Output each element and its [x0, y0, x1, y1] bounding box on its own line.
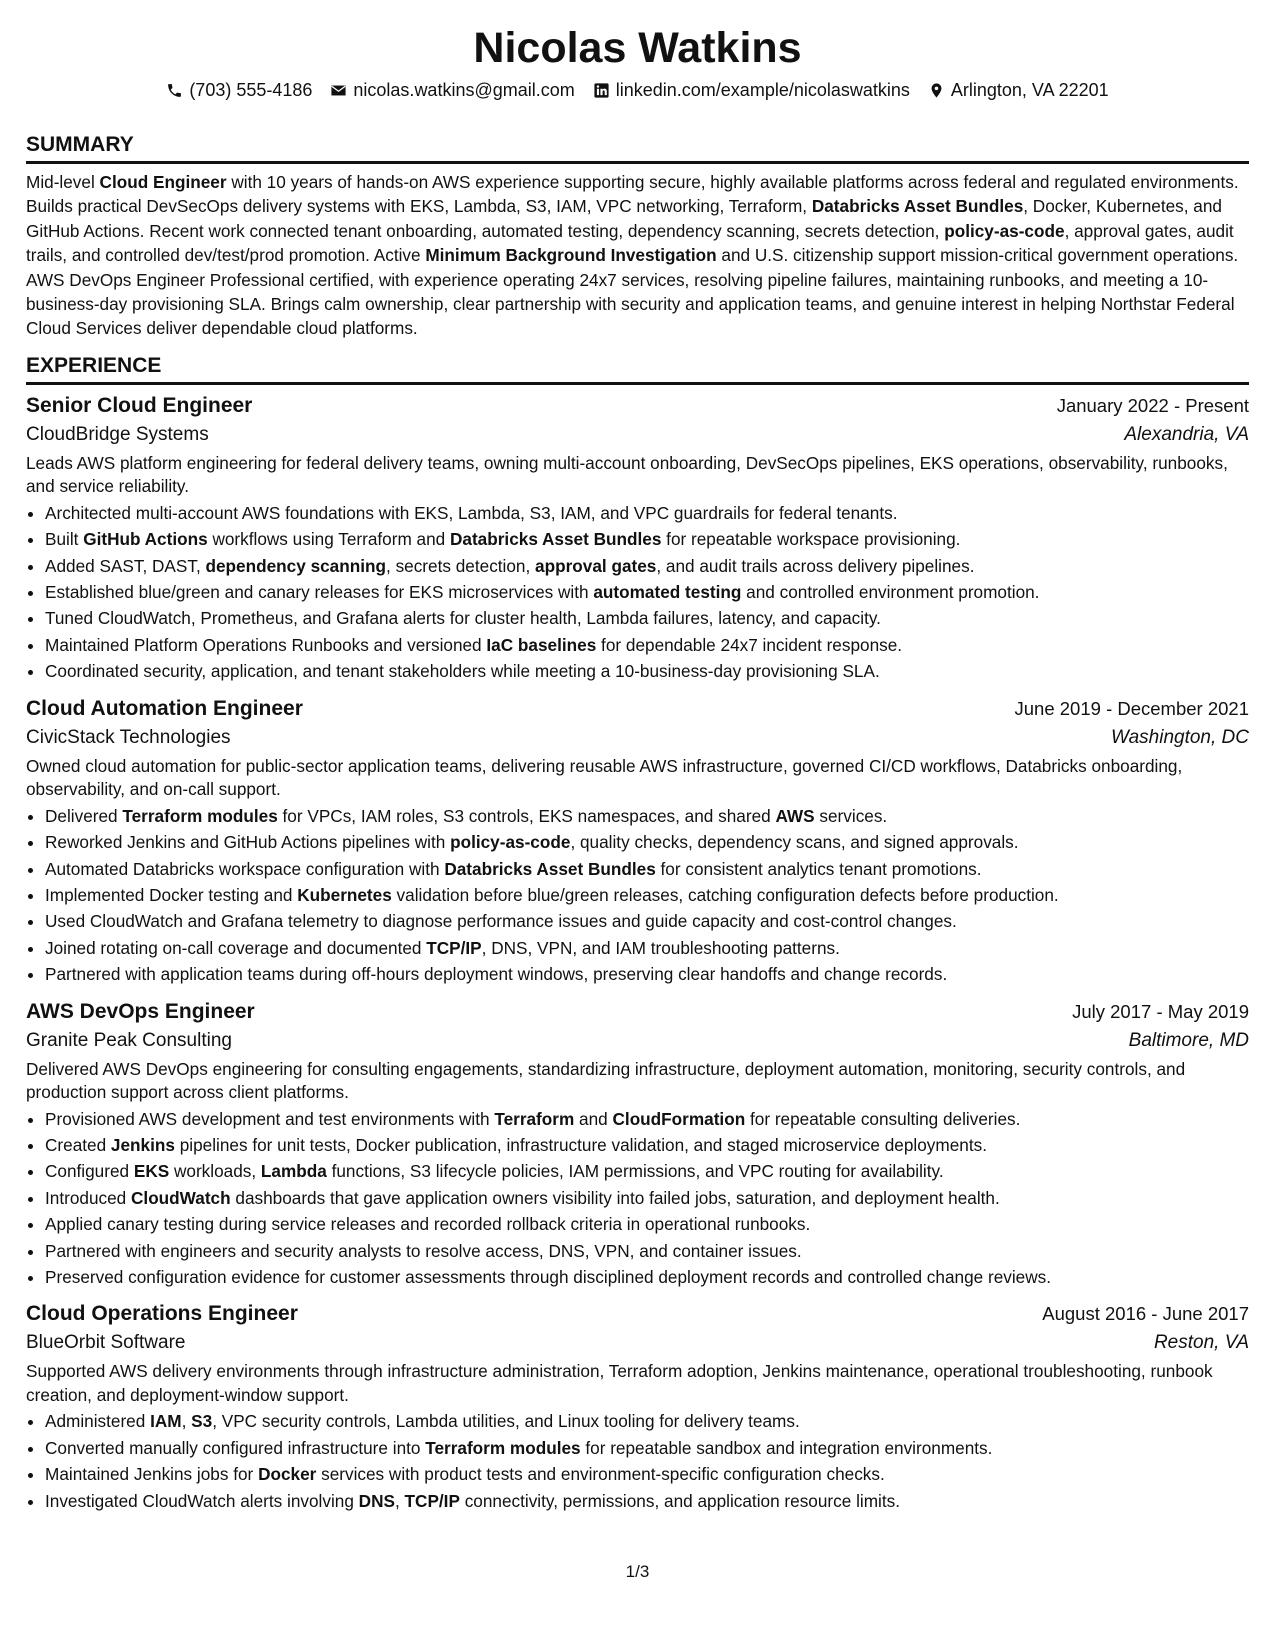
bullet-item: • Reworked Jenkins and GitHub Actions pipelines with policy-as-code, quality checks, dependency scans, and signed approvals. [45, 829, 1249, 855]
job-bullets [26, 1408, 1249, 1514]
candidate-name: Nicolas Watkins [473, 24, 802, 72]
job-location: Reston, VA [1153, 1332, 1249, 1354]
page-number: 1/3 [625, 1562, 650, 1581]
job-summary: Leads AWS platform engineering for federal delivery teams, owning multi-account onboarding, DevSecOps pipelines, EKS operations, observability, runbooks, and service reliability. [26, 452, 1228, 497]
bullet-item: • Converted manually configured infrastructure into Terraform modules for repeatable sandbox and integration environments. [45, 1435, 1249, 1461]
job-header [26, 997, 1249, 1027]
job-bullets [26, 803, 1249, 988]
location-text: Arlington, VA 22201 [950, 80, 1109, 100]
job-header [26, 391, 1249, 421]
job-dates: July 2017 - May 2019 [1072, 1000, 1249, 1022]
job-location: Alexandria, VA [1124, 423, 1249, 445]
bullet-item: • Joined rotating on-call coverage and documented TCP/IP, DNS, VPN, and IAM troubleshooting patterns. [45, 935, 1249, 961]
bullet-item: • Maintained Jenkins jobs for Docker services with product tests and environment-specific configuration checks. [45, 1461, 1249, 1487]
bullet-item: • Preserved configuration evidence for customer assessments through disciplined deployment records and controlled change reviews. [45, 1264, 1249, 1290]
bullet-item: • Investigated CloudWatch alerts involving DNS, TCP/IP connectivity, permissions, and application resource limits. [45, 1488, 1249, 1514]
company-name: Granite Peak Consulting [26, 1029, 232, 1051]
envelope-icon [330, 82, 347, 99]
section-title: SUMMARY [26, 132, 1249, 164]
bullet-item: • Coordinated security, application, and tenant stakeholders while meeting a 10-business-day provisioning SLA. [45, 658, 1249, 684]
job-bullets [26, 1106, 1249, 1291]
phone-text: (703) 555-4186 [189, 80, 313, 100]
phone-icon [166, 82, 183, 99]
contact-email[interactable] [330, 78, 574, 102]
job-entry [26, 997, 1249, 1291]
linkedin-link[interactable]: linkedin.com/example/nicolaswatkins [615, 80, 910, 100]
contact-location [928, 78, 1109, 102]
map-pin-icon [928, 82, 945, 99]
job-title: Cloud Operations Engineer [26, 1302, 298, 1326]
linkedin-icon [593, 82, 610, 99]
job-subheader [26, 421, 1249, 449]
summary-section [26, 132, 1249, 341]
bullet-item: • Provisioned AWS development and test environments with Terraform and CloudFormation for repeatable consulting deliveries. [45, 1106, 1249, 1132]
job-location: Washington, DC [1111, 726, 1249, 748]
bullet-item: • Built GitHub Actions workflows using Terraform and Databricks Asset Bundles for repeatable workspace provisioning. [45, 526, 1249, 552]
job-bullets [26, 500, 1249, 685]
bullet-item: • Configured EKS workloads, Lambda functions, S3 lifecycle policies, IAM permissions, and VPC routing for availability. [45, 1158, 1249, 1184]
job-entry [26, 391, 1249, 685]
bullet-item: • Maintained Platform Operations Runbooks and versioned IaC baselines for dependable 24x7 incident response. [45, 632, 1249, 658]
job-subheader [26, 1329, 1249, 1357]
job-summary: Owned cloud automation for public-sector application teams, delivering reusable AWS infrastructure, governed CI/CD workflows, Databricks onboarding, observability, and on-call support. [26, 755, 1183, 800]
bullet-item: • Tuned CloudWatch, Prometheus, and Grafana alerts for cluster health, Lambda failures, latency, and capacity. [45, 605, 1249, 631]
section-title: EXPERIENCE [26, 353, 1249, 385]
company-name: BlueOrbit Software [26, 1332, 186, 1354]
job-header [26, 694, 1249, 724]
resume-page [26, 22, 1249, 1514]
bullet-item: • Partnered with engineers and security analysts to resolve access, DNS, VPN, and container issues. [45, 1238, 1249, 1264]
job-dates: January 2022 - Present [1056, 394, 1249, 416]
job-dates: August 2016 - June 2017 [1042, 1303, 1249, 1325]
contact-linkedin[interactable] [593, 78, 910, 102]
summary-text: Mid-level Cloud Engineer with 10 years of hands-on AWS experience supporting secure, highly available platforms across federal and regulated environments. Builds practical DevSecOps delivery systems with EKS, Lambda, S3, IAM, VPC networking, Terraform, Databricks Asset Bundles, Docker, Kubernetes, and GitHub Actions. Recent work connected tenant onboarding, automated testing, dependency scanning, secrets detection, policy-as-code, approval gates, audit trails, and controlled dev/test/prod promotion. Active Minimum Background Investigation and U.S. citizenship support mission-critical government operations. AWS DevOps Engineer Professional certified, with experience operating 24x7 services, resolving pipeline failures, maintaining runbooks, and meeting a 10-business-day provisioning SLA. Brings calm ownership, clear partnership with security and application teams, and genuine interest in helping Northstar Federal Cloud Services deliver dependable cloud platforms. [26, 172, 1239, 339]
bullet-item: • Administered IAM, S3, VPC security controls, Lambda utilities, and Linux tooling for delivery teams. [45, 1408, 1249, 1434]
job-title: Senior Cloud Engineer [26, 393, 253, 417]
experience-section [26, 353, 1249, 1514]
contact-phone [166, 78, 312, 102]
job-subheader [26, 1027, 1249, 1055]
bullet-item: • Added SAST, DAST, dependency scanning, secrets detection, approval gates, and audit trails across delivery pipelines. [45, 553, 1249, 579]
job-dates: June 2019 - December 2021 [1014, 697, 1249, 719]
bullet-item: • Created Jenkins pipelines for unit tests, Docker publication, infrastructure validation, and staged microservice deployments. [45, 1132, 1249, 1158]
bullet-item: • Automated Databricks workspace configuration with Databricks Asset Bundles for consistent analytics tenant promotions. [45, 856, 1249, 882]
job-title: Cloud Automation Engineer [26, 696, 303, 720]
bullet-item: • Implemented Docker testing and Kubernetes validation before blue/green releases, catching configuration defects before production. [45, 882, 1249, 908]
company-name: CivicStack Technologies [26, 726, 231, 748]
job-title: AWS DevOps Engineer [26, 999, 255, 1023]
job-list [26, 391, 1249, 1514]
bullet-item: • Established blue/green and canary releases for EKS microservices with automated testing and controlled environment promotion. [45, 579, 1249, 605]
job-location: Baltimore, MD [1128, 1029, 1249, 1051]
job-subheader [26, 724, 1249, 752]
bullet-item: • Used CloudWatch and Grafana telemetry to diagnose performance issues and guide capacity and cost-control changes. [45, 908, 1249, 934]
bullet-item: • Architected multi-account AWS foundations with EKS, Lambda, S3, IAM, and VPC guardrails for federal tenants. [45, 500, 1249, 526]
job-summary: Supported AWS delivery environments through infrastructure administration, Terraform adoption, Jenkins maintenance, operational troubleshooting, runbook creation, and deployment-window support. [26, 1361, 1213, 1405]
contact-bar [26, 78, 1249, 102]
company-name: CloudBridge Systems [26, 423, 209, 445]
job-entry [26, 694, 1249, 988]
bullet-item: • Partnered with application teams during off-hours deployment windows, preserving clear handoffs and change records. [45, 961, 1249, 987]
job-summary: Delivered AWS DevOps engineering for consulting engagements, standardizing infrastructure, deployment automation, monitoring, security controls, and production support across client platforms. [26, 1058, 1186, 1103]
job-entry [26, 1299, 1249, 1514]
bullet-item: • Applied canary testing during service releases and recorded rollback criteria in operational runbooks. [45, 1211, 1249, 1237]
email-link[interactable]: nicolas.watkins@gmail.com [353, 80, 575, 100]
bullet-item: • Delivered Terraform modules for VPCs, IAM roles, S3 controls, EKS namespaces, and shared AWS services. [45, 803, 1249, 829]
job-header [26, 1299, 1249, 1329]
bullet-item: • Introduced CloudWatch dashboards that gave application owners visibility into failed jobs, saturation, and deployment health. [45, 1185, 1249, 1211]
